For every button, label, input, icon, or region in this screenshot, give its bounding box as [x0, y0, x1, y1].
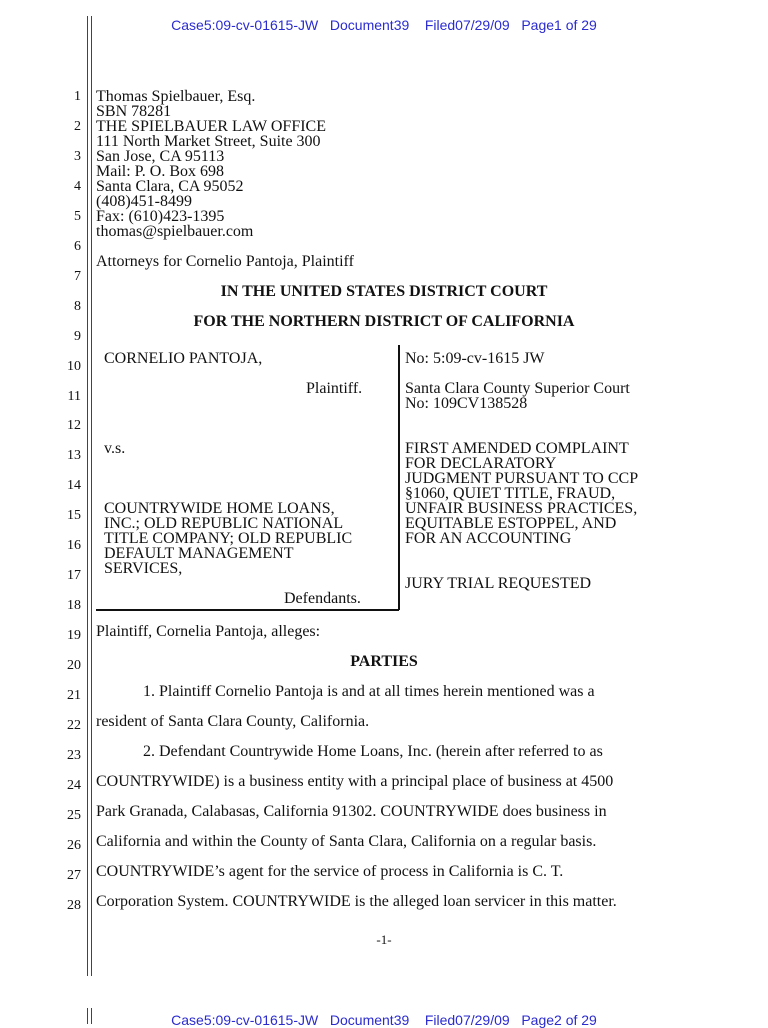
line-number: 2	[74, 118, 81, 134]
section-heading-parties: PARTIES	[350, 653, 418, 670]
superior-court-line: Santa Clara County Superior Court	[405, 380, 630, 397]
attorney-line: San Jose, CA 95113	[96, 148, 225, 165]
line-number: 19	[67, 628, 81, 644]
line-number: 9	[74, 328, 81, 344]
allegation-intro: Plaintiff, Cornelia Pantoja, alleges:	[96, 623, 321, 640]
plaintiff-label: Plaintiff.	[306, 380, 363, 397]
line-number: 12	[67, 418, 81, 434]
plaintiff-name: CORNELIO PANTOJA,	[104, 350, 263, 367]
caption-divider-vertical	[398, 345, 400, 610]
body-line: 2. Defendant Countrywide Home Loans, Inc. (herein after referred to as	[143, 743, 603, 760]
defendant-line: TITLE COMPANY; OLD REPUBLIC	[104, 530, 353, 547]
attorneys-for: Attorneys for Cornelio Pantoja, Plaintiff	[96, 253, 354, 270]
caption-divider-horizontal	[96, 609, 399, 611]
body-line: Park Granada, Calabasas, California 91302. COUNTRYWIDE does business in	[96, 803, 607, 820]
line-number: 15	[67, 508, 81, 524]
line-number: 22	[67, 717, 81, 733]
body-line: COUNTRYWIDE) is a business entity with a principal place of business at 4500	[96, 773, 614, 790]
complaint-title-line: JUDGMENT PURSUANT TO CCP	[405, 470, 639, 487]
complaint-title-line: UNFAIR BUSINESS PRACTICES,	[405, 500, 638, 517]
superior-court-line: No: 109CV138528	[405, 395, 528, 412]
line-number: 23	[67, 747, 81, 763]
line-number: 4	[74, 178, 81, 194]
defendant-line: INC.; OLD REPUBLIC NATIONAL	[104, 515, 344, 532]
attorney-line: (408)451-8499	[96, 193, 192, 210]
line-number: 25	[67, 807, 81, 823]
line-number: 7	[74, 268, 81, 284]
line-number: 17	[67, 568, 81, 584]
line-number: 28	[67, 897, 81, 913]
complaint-title-line: FIRST AMENDED COMPLAINT	[405, 440, 629, 457]
defendants-label: Defendants.	[284, 590, 361, 607]
court-title-1: IN THE UNITED STATES DISTRICT COURT	[220, 283, 548, 300]
attorney-line: Santa Clara, CA 95052	[96, 178, 244, 195]
line-number: 24	[67, 777, 81, 793]
line-number: 11	[67, 388, 81, 404]
court-title-2: FOR THE NORTHERN DISTRICT OF CALIFORNIA	[193, 313, 575, 330]
body-line: Corporation System. COUNTRYWIDE is the alleged loan servicer in this matter.	[96, 893, 617, 910]
attorney-line: Mail: P. O. Box 698	[96, 163, 225, 180]
line-number: 10	[67, 358, 81, 374]
line-number: 20	[67, 658, 81, 674]
page-number: -1-	[376, 932, 392, 947]
body-line: resident of Santa Clara County, California.	[96, 713, 370, 730]
line-number: 18	[67, 598, 81, 614]
defendant-line: DEFAULT MANAGEMENT	[104, 545, 294, 562]
attorney-line: SBN 78281	[96, 103, 172, 120]
line-number: 8	[74, 298, 81, 314]
next-page-header: Case5:09-cv-01615-JW Document39 Filed07/29/09 Page2 of 29	[171, 1012, 597, 1028]
left-margin-rule	[87, 16, 88, 976]
ecf-header: Case5:09-cv-01615-JW Document39 Filed07/29/09 Page1 of 29	[171, 17, 597, 33]
body-line: California and within the County of Santa Clara, California on a regular basis.	[96, 833, 597, 850]
complaint-title-line: §1060, QUIET TITLE, FRAUD,	[405, 485, 616, 502]
complaint-title-line: EQUITABLE ESTOPPEL, AND	[405, 515, 617, 532]
line-number: 16	[67, 538, 81, 554]
complaint-title-line: FOR AN ACCOUNTING	[405, 530, 572, 547]
line-number: 14	[67, 478, 81, 494]
line-number: 5	[74, 208, 81, 224]
line-number: 26	[67, 837, 81, 853]
body-line: 1. Plaintiff Cornelio Pantoja is and at all times herein mentioned was a	[143, 683, 595, 700]
line-number: 6	[74, 238, 81, 254]
line-number: 1	[74, 89, 81, 104]
attorney-line: Fax: (610)423-1395	[96, 208, 225, 225]
left-margin-rule-2	[91, 16, 92, 976]
versus: v.s.	[104, 440, 126, 457]
line-number: 3	[74, 148, 81, 164]
defendant-line: COUNTRYWIDE HOME LOANS,	[104, 500, 335, 517]
defendant-line: SERVICES,	[104, 560, 183, 577]
case-number: No: 5:09-cv-1615 JW	[405, 350, 545, 367]
attorney-line: thomas@spielbauer.com	[96, 223, 254, 240]
line-number: 13	[67, 448, 81, 464]
attorney-line: THE SPIELBAUER LAW OFFICE	[96, 118, 326, 135]
line-number: 21	[67, 688, 81, 703]
line-number: 27	[67, 867, 81, 883]
attorney-line: 111 North Market Street, Suite 300	[96, 133, 321, 150]
jury-trial-requested: JURY TRIAL REQUESTED	[405, 575, 592, 592]
attorney-line: Thomas Spielbauer, Esq.	[96, 88, 256, 105]
complaint-title-line: FOR DECLARATORY	[405, 455, 557, 472]
body-line: COUNTRYWIDE’s agent for the service of process in California is C. T.	[96, 863, 564, 880]
